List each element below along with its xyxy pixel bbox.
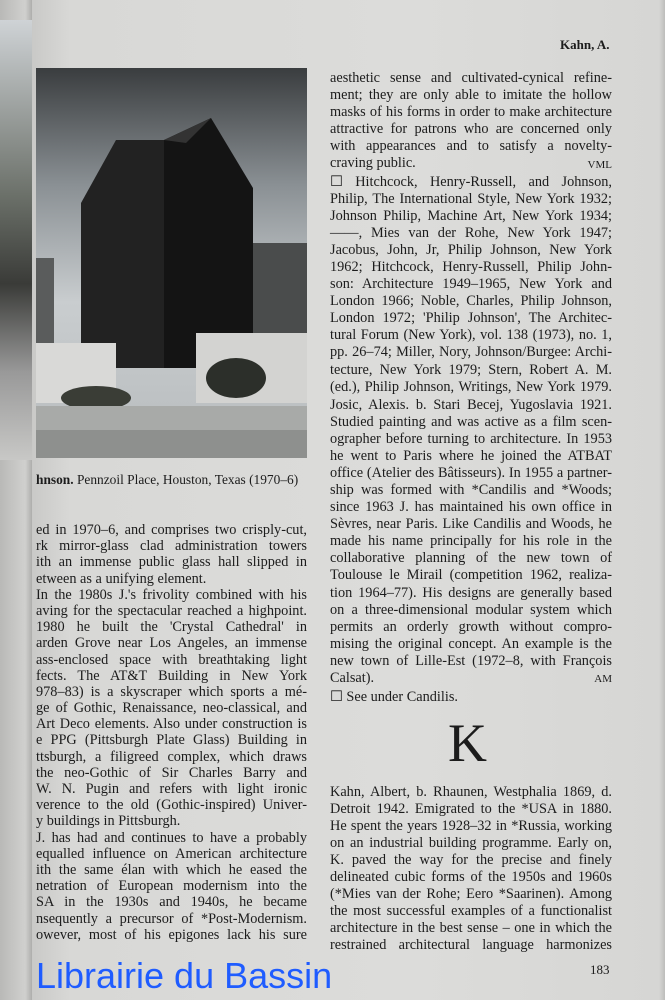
text-line: ttsburgh, a filigreed complex, which draws bbox=[36, 748, 307, 765]
text-line: K. paved the way for the precise and finely bbox=[330, 852, 612, 869]
left-column bbox=[36, 522, 307, 943]
text-line: with appearances and to satisfy a novelty- bbox=[330, 138, 612, 155]
text-line: aving for the spectacular reached a highpoint. bbox=[36, 602, 307, 619]
text-line: Calsat). bbox=[330, 669, 375, 686]
text-line: ass-enclosed space with breathtaking light bbox=[36, 651, 307, 668]
text-line: ment; they are only able to imitate the hollow bbox=[330, 87, 612, 104]
background-tower bbox=[251, 243, 307, 343]
caption-text: Pennzoil Place, Houston, Texas (1970–6) bbox=[73, 472, 299, 487]
text-line: tecture, New York 1979; Stern, Robert A. M. bbox=[330, 361, 612, 378]
text-line: Kahn, Albert, b. Rhaunen, Westphalia 1869, d. bbox=[330, 784, 612, 800]
plaza-foreground bbox=[36, 430, 307, 458]
adjacent-page-edge bbox=[0, 0, 36, 1000]
text-line: In the 1980s J.'s frivolity combined with his bbox=[36, 586, 307, 603]
text-line: pp. 26–74; Miller, Nory, Johnson/Burgee: Archi- bbox=[330, 344, 612, 361]
background-tower-left bbox=[36, 258, 54, 348]
author-initials: VML bbox=[587, 159, 612, 171]
text-line: ——, Mies van der Rohe, New York 1947; bbox=[330, 225, 612, 242]
text-line: new town of Lille-Est (1972–8, with François bbox=[330, 652, 612, 669]
text-line: owever, most of his epigones lack his sure bbox=[36, 926, 307, 943]
text-line: Detroit 1942. Emigrated to the *USA in 1880. bbox=[330, 801, 612, 818]
see-also: ☐ See under Candilis. bbox=[330, 689, 458, 705]
text-line: son: Architecture 1949–1965, New York and bbox=[330, 276, 612, 293]
caption-name: hnson. bbox=[36, 472, 74, 487]
text-line: delineated cubic forms of the 1950s and 1960s bbox=[330, 869, 612, 886]
text-line: made his name principally for his role in the bbox=[330, 533, 612, 550]
text-line: netration of European modernism into the bbox=[36, 878, 307, 895]
text-line: J. has had and continues to have a probably bbox=[36, 829, 307, 846]
text-line: collaborative planning of the new town of bbox=[330, 550, 612, 567]
text-line: craving public. bbox=[330, 155, 416, 172]
text-line: ship was formed with *Candilis and *Woods; bbox=[330, 482, 612, 499]
text-line: Studied painting and was active as a film scen- bbox=[330, 414, 612, 431]
text-line: 1980 he built the 'Crystal Cathedral' in bbox=[36, 619, 307, 636]
text-line: ☐ Hitchcock, Henry-Russell, and Johnson, bbox=[330, 174, 612, 190]
page-edge-shadow bbox=[659, 0, 665, 1000]
building-photo bbox=[36, 68, 307, 458]
text-line: attractive for patrons who are concerned only bbox=[330, 121, 612, 138]
text-line: London 1966; Noble, Charles, Philip Johnson, bbox=[330, 293, 612, 310]
text-line: the neo-Gothic of Sir Charles Barry and bbox=[36, 764, 307, 781]
tree bbox=[206, 358, 266, 398]
text-line: Toulouse le Mirail (competition 1962, realiza- bbox=[330, 567, 612, 584]
text-line: Jacobus, John, Jr, Philip Johnson, New York bbox=[330, 242, 612, 259]
figure-caption bbox=[36, 472, 307, 488]
text-line: Art Deco elements. Also under construction is bbox=[36, 716, 307, 733]
text-line: nsequently a precursor of *Post-Modernism. bbox=[36, 910, 307, 927]
text-line: equalled influence on American architecture bbox=[36, 845, 307, 862]
text-line: Philip, The International Style, New York 1932; bbox=[330, 191, 612, 208]
text-line: ith an immense public glass hall slipped in bbox=[36, 554, 307, 571]
text-line: on an industrial building programme. Early on, bbox=[330, 835, 612, 852]
text-line: etween as a unifying element. bbox=[36, 570, 207, 587]
johnson-author-wrap bbox=[330, 70, 612, 173]
text-line: aesthetic sense and cultivated-cynical refine- bbox=[330, 70, 612, 86]
text-line: on a three-dimensional modular system which bbox=[330, 601, 612, 618]
text-line: 1962; Hitchcock, Henry-Russell, Philip John- bbox=[330, 259, 612, 276]
text-line: office (Atelier des Bâtisseurs). In 1955 a partner- bbox=[330, 465, 612, 482]
text-line: ge of Gothic, Renaissance, neo-classical, and bbox=[36, 700, 307, 717]
text-line: y buildings in Pittsburgh. bbox=[36, 813, 181, 830]
text-line: fects. The AT&T Building in New York bbox=[36, 667, 307, 684]
josic-author-wrap bbox=[330, 397, 612, 707]
text-line: architecture in the best sense – one in which the bbox=[330, 920, 612, 937]
text-line: (*Mies van der Rohe; Eero *Saarinen). Among bbox=[330, 886, 612, 903]
watermark: Librairie du Bassin bbox=[36, 955, 333, 996]
text-line: ith the same élan with which he eased the bbox=[36, 861, 307, 878]
text-line: London 1972; 'Philip Johnson', The Architec- bbox=[330, 310, 612, 327]
text-line: SA in the 1930s and 1940s, he became bbox=[36, 894, 307, 911]
text-line: arden Grove near Los Angeles, an immense bbox=[36, 635, 307, 652]
author-initials: AM bbox=[594, 673, 612, 685]
text-line: tural Forum (New York), vol. 138 (1973), no. 1, bbox=[330, 327, 612, 344]
text-line: 978–83) is a skyscraper which sports a mé- bbox=[36, 683, 307, 700]
text-line: verence to the old (Gothic-inspired) Univer- bbox=[36, 797, 307, 814]
johnson-bibliography bbox=[330, 174, 612, 396]
text-line: rk mirror-glass clad administration towers bbox=[36, 538, 307, 555]
text-line: He spent the years 1928–32 in *Russia, working bbox=[330, 818, 612, 835]
text-line: mising the original concept. An example is the bbox=[330, 635, 612, 652]
adjacent-page-photo bbox=[0, 20, 34, 460]
text-line: permits an orderly growth without compro- bbox=[330, 618, 612, 635]
text-line: ographer before turning to architecture. In 1953 bbox=[330, 431, 612, 448]
text-line: ed in 1970–6, and comprises two crisply-cut, bbox=[36, 522, 307, 538]
text-line: restrained architectural language harmonizes bbox=[330, 937, 612, 954]
text-line: since 1963 J. has maintained his own office in bbox=[330, 499, 612, 516]
text-line: tion 1964–77). His designs are generally based bbox=[330, 584, 612, 601]
text-line: Johnson Philip, Machine Art, New York 1934; bbox=[330, 208, 612, 225]
page-number: 183 bbox=[590, 962, 610, 977]
section-letter: K bbox=[448, 713, 487, 773]
text-line: the most successful examples of a functionalist bbox=[330, 903, 612, 920]
text-line: W. N. Pugin and refers with light ironic bbox=[36, 781, 307, 797]
text-line: Sèvres, near Paris. Like Candilis and Woods, he bbox=[330, 516, 612, 533]
running-head: Kahn, A. bbox=[560, 37, 610, 52]
text-line: e PPG (Pittsburgh Plate Glass) Building in bbox=[36, 732, 307, 749]
text-line: masks of his forms in order to make architecture bbox=[330, 104, 612, 121]
kahn-entry bbox=[330, 784, 612, 954]
text-line: Josic, Alexis. b. Stari Becej, Yugoslavia 1921. bbox=[330, 397, 612, 413]
text-line: (ed.), Philip Johnson, Writings, New York 1979. bbox=[330, 378, 612, 395]
text-line: he went to Paris where he joined the ATBAT bbox=[330, 448, 612, 465]
